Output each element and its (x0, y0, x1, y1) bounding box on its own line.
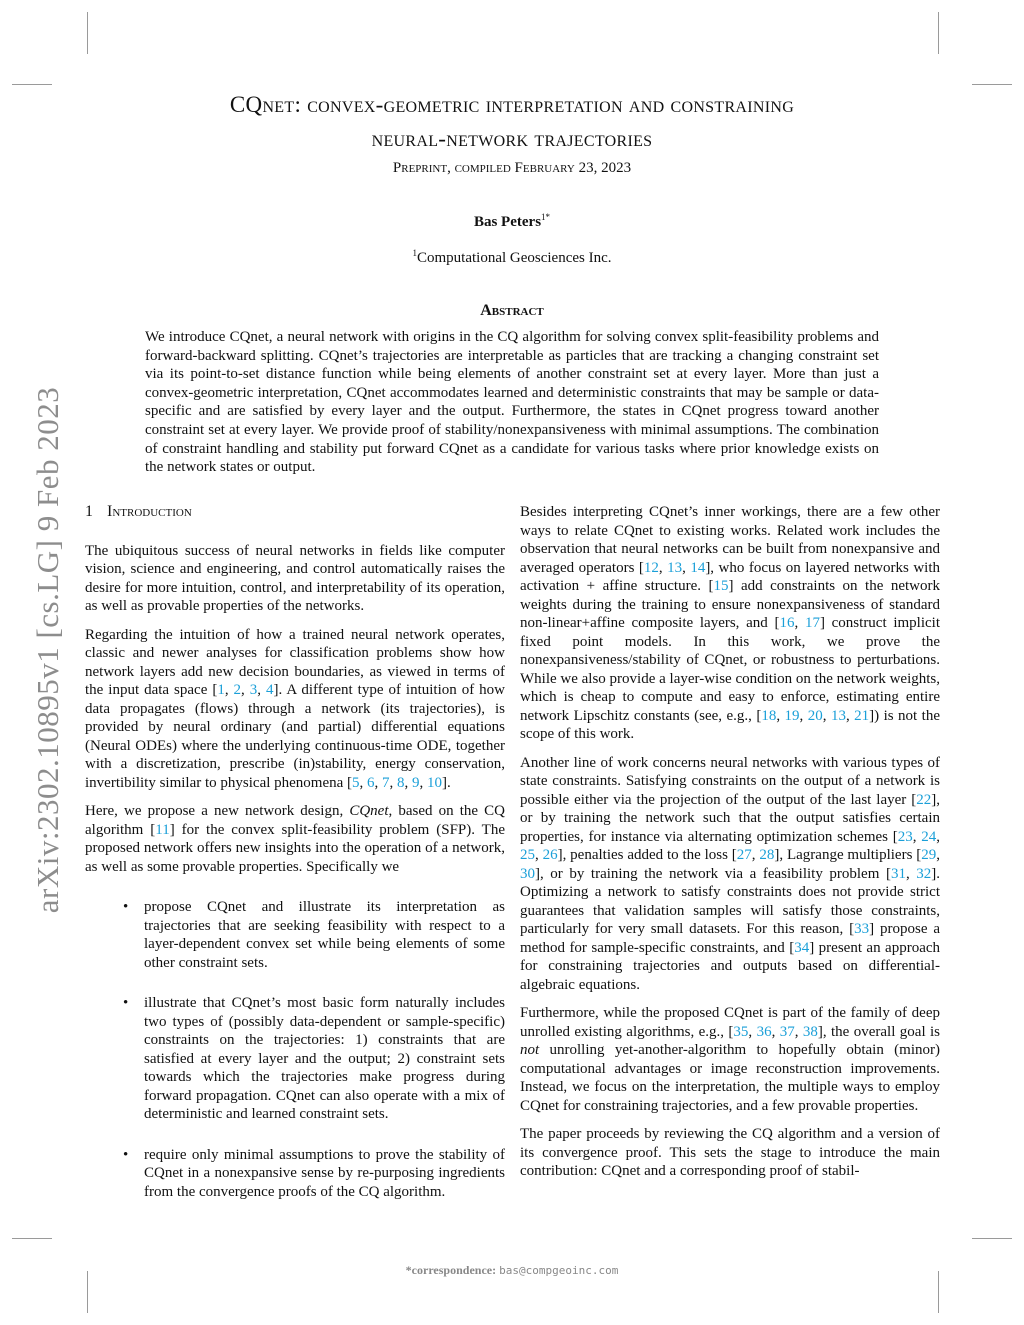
citation-link[interactable]: 2 (233, 682, 242, 698)
citation-link[interactable]: 23 (897, 828, 913, 845)
citation-link[interactable]: 30 (520, 865, 535, 882)
citation-link[interactable]: 37 (779, 1023, 795, 1040)
emphasis: not (520, 1042, 540, 1058)
list-item: • illustrate that CQnet’s most basic form naturally includes two types of (possibly data-dependent or sample-specific) constraints on the trajectories: 1) constraints that are satisfied at every layer and the output; 2) constraint sets towards which the trajectories make progress during forward propagation. CQnet can also operate with a mix of deterministic and learned constraint sets. (123, 994, 505, 1124)
crop-mark (972, 1238, 1012, 1239)
contribution-list (123, 898, 505, 1201)
crop-mark (972, 84, 1012, 85)
citation-link[interactable]: 16 (779, 615, 795, 631)
section-title: Introduction (107, 503, 192, 520)
section-number: 1 (85, 503, 93, 520)
author-superscript: 1* (541, 212, 551, 222)
citation-link[interactable]: 12 (643, 559, 659, 576)
citation-link[interactable]: 8 (397, 774, 405, 791)
paragraph: The paper proceeds by reviewing the CQ algorithm and a version of its convergence proof. This sets the stage to introduce the main contribution: CQnet and a corresponding proof of stabil- (520, 1126, 940, 1179)
paragraph: Here, we propose a new network design, CQnet, based on the CQ algorithm [11] for the convex split-feasibility problem (SFP). The proposed network offers new insights into the operation of a network, as well as some provable properties. Specifically we (85, 803, 505, 875)
citation-link[interactable]: 11 (155, 821, 170, 838)
citation-link[interactable]: 5 (352, 774, 360, 791)
affiliation-superscript: 1 (412, 248, 417, 258)
paragraph: Besides interpreting CQnet’s inner workings, there are a few other ways to relate CQnet to existing works. Related work includes the observation that neural networks can be built from nonexpansive and averaged operators [12, 13, 14], who focus on layered networks with activation + affine structure. [15] add constraints on the network weights during the training to ensure nonexpansiveness of standard non-linear+affine composite layers, and [16, 17] construct implicit fixed point models. In this work, we prove the nonexpansiveness/stability of CQnet, or robustness to perturbations. While we also provide a layer-wise condition on the network weights, which is cheap to compute and easy to enforce, estimating entire network Lipschitz constants (see, e.g., [18, 19, 20, 13, 21]) is not the scope of this work. (520, 504, 941, 742)
citation-link[interactable]: 28 (759, 847, 775, 863)
paragraph: Furthermore, while the proposed CQnet is part of the family of deep unrolled existing algorithms, e.g., [35, 36, 37, 38], the overall goal is not unrolling yet-another-algorithm to hopefully obtain (minor) computational advantages or image reconstruction improvements. Instead, we focus on the interpretation, the multiple ways to employ CQnet for constraining trajectories, and a few provable properties. (520, 1005, 941, 1114)
crop-mark (12, 84, 52, 85)
citation-link[interactable]: 32 (916, 865, 932, 882)
list-item: • require only minimal assumptions to prove the stability of CQnet in a nonexpansive sense by re-purposing ingredients from the convergence proofs of the CQ algorithm. (123, 1146, 505, 1202)
citation-link[interactable]: 17 (804, 615, 820, 631)
citation-link[interactable]: 4 (265, 682, 274, 698)
citation-link[interactable]: 35 (733, 1023, 749, 1040)
citation-link[interactable]: 25 (520, 847, 535, 863)
author-line (0, 212, 1024, 231)
citation-link[interactable]: 26 (542, 847, 558, 863)
citation-link[interactable]: 9 (412, 774, 420, 791)
paragraph: Regarding the intuition of how a trained neural network operates, classic and newer analyses for classification problems show how network layers add new decision boundaries, as viewed in terms of the input data space [1, 2, 3, 4]. A different type of intuition of how data propagates (flows) through a network (its trajectories), is provided by neural ordinary (and partial) differential equations (Neural ODEs) where the underlying continuous-time ODE, together with a discretization, prescribe (in)stability, energy conservation, invertibility similar to physical phenomena [5, 6, 7, 8, 9, 10]. (85, 626, 505, 791)
citation-link[interactable]: 13 (830, 707, 846, 724)
citation-link[interactable]: 15 (713, 578, 729, 594)
citation-link[interactable]: 24 (921, 828, 937, 845)
left-column (85, 503, 505, 1223)
citation-link[interactable]: 29 (921, 847, 937, 863)
crop-mark (87, 12, 88, 54)
footnote-label: *correspondence: (405, 1263, 497, 1277)
citation-link[interactable]: 13 (667, 559, 683, 576)
citation-link[interactable]: 10 (427, 774, 443, 791)
paragraph: The ubiquitous success of neural networks in fields like computer vision, science and engineering, and control automatically raises the desire for more intuition, control, and interpretability of its operation, as well as provable properties of the networks. (85, 542, 505, 614)
section-heading (85, 503, 505, 522)
citation-link[interactable]: 6 (367, 774, 375, 791)
affiliation-line (0, 248, 1024, 267)
citation-link[interactable]: 14 (690, 559, 706, 576)
citation-link[interactable]: 36 (756, 1023, 772, 1040)
author-name: Bas Peters (473, 214, 542, 230)
citation-link[interactable]: 21 (854, 707, 870, 724)
arxiv-identifier: arXiv:2302.10895v1 [cs.LG] 9 Feb 2023 (30, 386, 65, 914)
citation-link[interactable]: 22 (916, 791, 932, 808)
citation-link[interactable]: 33 (854, 921, 870, 937)
right-column (520, 503, 940, 1191)
citation-link[interactable]: 38 (802, 1023, 818, 1040)
abstract-text: We introduce CQnet, a neural network with origins in the CQ algorithm for solving convex split-feasibility problems and forward-backward splitting. CQnet’s trajectories are interpretable as particles that are tracking a changing constraint set via its point-to-set distance function while being elements of another constraint set at every layer. More than just a convex-geometric interpretation, CQnet accommodates learned and deterministic constraints that may be sample or data-specific and are satisfied by every layer and the output. Furthermore, the states in CQnet progress toward another constraint set at every layer. We provide proof of stability/nonexpansiveness with minimal assumptions. The combination of constraint handling and stability put forward CQnet as a candidate for various tasks where prior knowledge exists on the network states or output. (145, 329, 879, 476)
citation-link[interactable]: 31 (890, 865, 906, 882)
list-item: • propose CQnet and illustrate its interpretation as trajectories that are seeking feasibility with respect to a layer-dependent convex set while being elements of some other constraint sets. (123, 898, 505, 972)
citation-link[interactable]: 34 (794, 939, 810, 956)
citation-link[interactable]: 19 (784, 707, 800, 724)
citation-link[interactable]: 27 (736, 847, 752, 863)
abstract-heading: Abstract (480, 302, 544, 319)
crop-mark (12, 1238, 52, 1239)
citation-link[interactable]: 18 (761, 707, 777, 724)
paper-title-line1: CQnet: convex-geometric interpretation and constraining (229, 92, 795, 117)
citation-link[interactable]: 20 (807, 707, 823, 724)
emphasis: CQnet (349, 803, 389, 819)
affiliation-name: Computational Geosciences Inc. (416, 250, 612, 266)
footnote (0, 1263, 1024, 1278)
crop-mark (938, 12, 939, 54)
paper-title-line2: neural-network trajectories (371, 126, 653, 151)
paragraph: Another line of work concerns neural networks with various types of state constraints. Satisfying constraints on the output of a network is possible either via the projection of the output of the last layer [22], or by training the network such that the output satisfies certain properties, for instance via alternating optimization schemes [23, 24, 25, 26], penalties added to the loss [27, 28], Lagrange multipliers [29, 30], or by training the network via a feasibility problem [31, 32]. Optimizing a network to satisfy constraints does not provide strict guarantees that validation samples will satisfy those constraints, particularly for very small datasets. For this reason, [33] propose a method for sample-specific constraints, and [34] present an approach for constraining trajectories and outputs based on differential-algebraic equations. (520, 754, 941, 993)
footnote-email[interactable]: bas@compgeoinc.com (499, 1264, 619, 1277)
preprint-line: Preprint, compiled February 23, 2023 (392, 160, 632, 176)
citation-link[interactable]: 7 (382, 774, 390, 791)
citation-link[interactable]: 1 (217, 682, 225, 698)
citation-link[interactable]: 3 (249, 682, 258, 698)
